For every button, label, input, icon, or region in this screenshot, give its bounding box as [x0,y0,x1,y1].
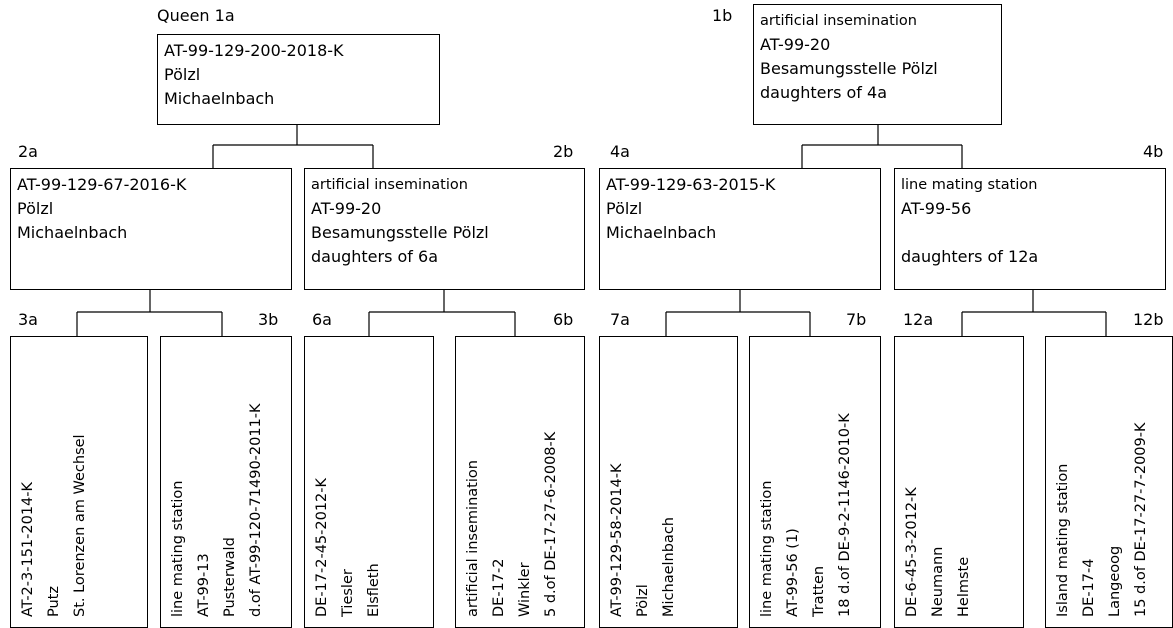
box-line: Winkler [517,562,533,617]
box-line: 5 d.of DE-17-27-6-2008-K [543,431,559,617]
box-line: DE-17-2-45-2012-K [314,477,330,617]
node-label-3a: 3a [18,310,38,329]
box-line: Putz [46,586,62,617]
box-line: Pölzl [164,65,201,84]
pedigree-box-7b [749,336,881,628]
pedigree-box-4b [894,168,1166,290]
box-line: daughters of 6a [311,247,439,266]
box-line: line mating station [901,177,1038,193]
box-line: Elsfleth [366,563,382,617]
node-label-6b: 6b [553,310,574,329]
queen-1a-label [157,7,235,25]
queen-title: Queen [157,6,210,25]
box-line [901,221,1159,245]
box-line: artificial insemination [311,177,468,193]
queen-id: 1a [214,6,235,25]
box-line: DE-6-45-3-2012-K [904,487,920,617]
box-line: DE-17-4 [1081,558,1097,617]
node-label-3b: 3b [258,310,279,329]
box-line: AT-99-20 [760,35,831,54]
box-line: Besamungsstelle Pölzl [311,223,489,242]
node-label-6a: 6a [312,310,332,329]
pedigree-box-1a [157,34,440,125]
pedigree-box-7a [599,336,738,628]
box-line: AT-2-3-151-2014-K [20,481,36,617]
box-line: AT-99-129-200-2018-K [164,41,344,60]
node-label-4b: 4b [1143,142,1164,161]
pedigree-box-1b [753,4,1002,125]
box-line: 15 d.of DE-17-27-7-2009-K [1133,422,1149,617]
box-line: Pölzl [635,584,651,617]
box-line: St. Lorenzen am Wechsel [72,434,88,617]
pedigree-box-6b [455,336,585,628]
box-line: Pölzl [606,199,643,218]
box-line: AT-99-129-63-2015-K [606,175,776,194]
node-label-1b: 1b [712,6,733,25]
box-line: artificial insemination [760,13,917,29]
box-line: Neumann [930,546,946,617]
box-line: daughters of 4a [760,83,888,102]
node-label-2a: 2a [18,142,38,161]
box-line: Langeoog [1107,545,1123,617]
box-line: Michaelnbach [17,223,128,242]
node-label-4a: 4a [610,142,630,161]
pedigree-box-3a [10,336,148,628]
box-line: line mating station [170,480,186,617]
node-label-7b: 7b [846,310,867,329]
box-line: AT-99-129-58-2014-K [609,463,625,617]
node-label-12b: 12b [1133,310,1164,329]
box-line: DE-17-2 [491,558,507,617]
node-label-12a: 12a [903,310,934,329]
box-line: Besamungsstelle Pölzl [760,59,938,78]
box-line: Island mating station [1055,463,1071,617]
box-line: Helmste [956,556,972,617]
box-line: Pusterwald [222,537,238,617]
box-line: Michaelnbach [606,223,717,242]
box-line: d.of AT-99-120-71490-2011-K [248,403,264,617]
pedigree-box-6a [304,336,434,628]
node-label-2b: 2b [553,142,574,161]
box-line: line mating station [759,480,775,617]
box-line: 18 d.of DE-9-2-1146-2010-K [837,413,853,617]
box-line: AT-99-56 [901,199,972,218]
box-line: Michaelnbach [661,517,677,617]
pedigree-box-12b [1045,336,1173,628]
pedigree-box-12a [894,336,1024,628]
pedigree-box-3b [160,336,292,628]
pedigree-box-2a [10,168,292,290]
box-line: artificial insemination [465,460,481,617]
box-line: Michaelnbach [164,89,275,108]
box-line: Tratten [811,565,827,617]
box-line: daughters of 12a [901,247,1039,266]
box-line: Pölzl [17,199,54,218]
pedigree-box-2b [304,168,585,290]
node-label-7a: 7a [610,310,630,329]
box-line: AT-99-56 (1) [785,528,801,617]
box-line: AT-99-20 [311,199,382,218]
box-line: Tiesler [340,569,356,617]
pedigree-box-4a [599,168,881,290]
box-line: AT-99-13 [196,553,212,617]
box-line: AT-99-129-67-2016-K [17,175,187,194]
